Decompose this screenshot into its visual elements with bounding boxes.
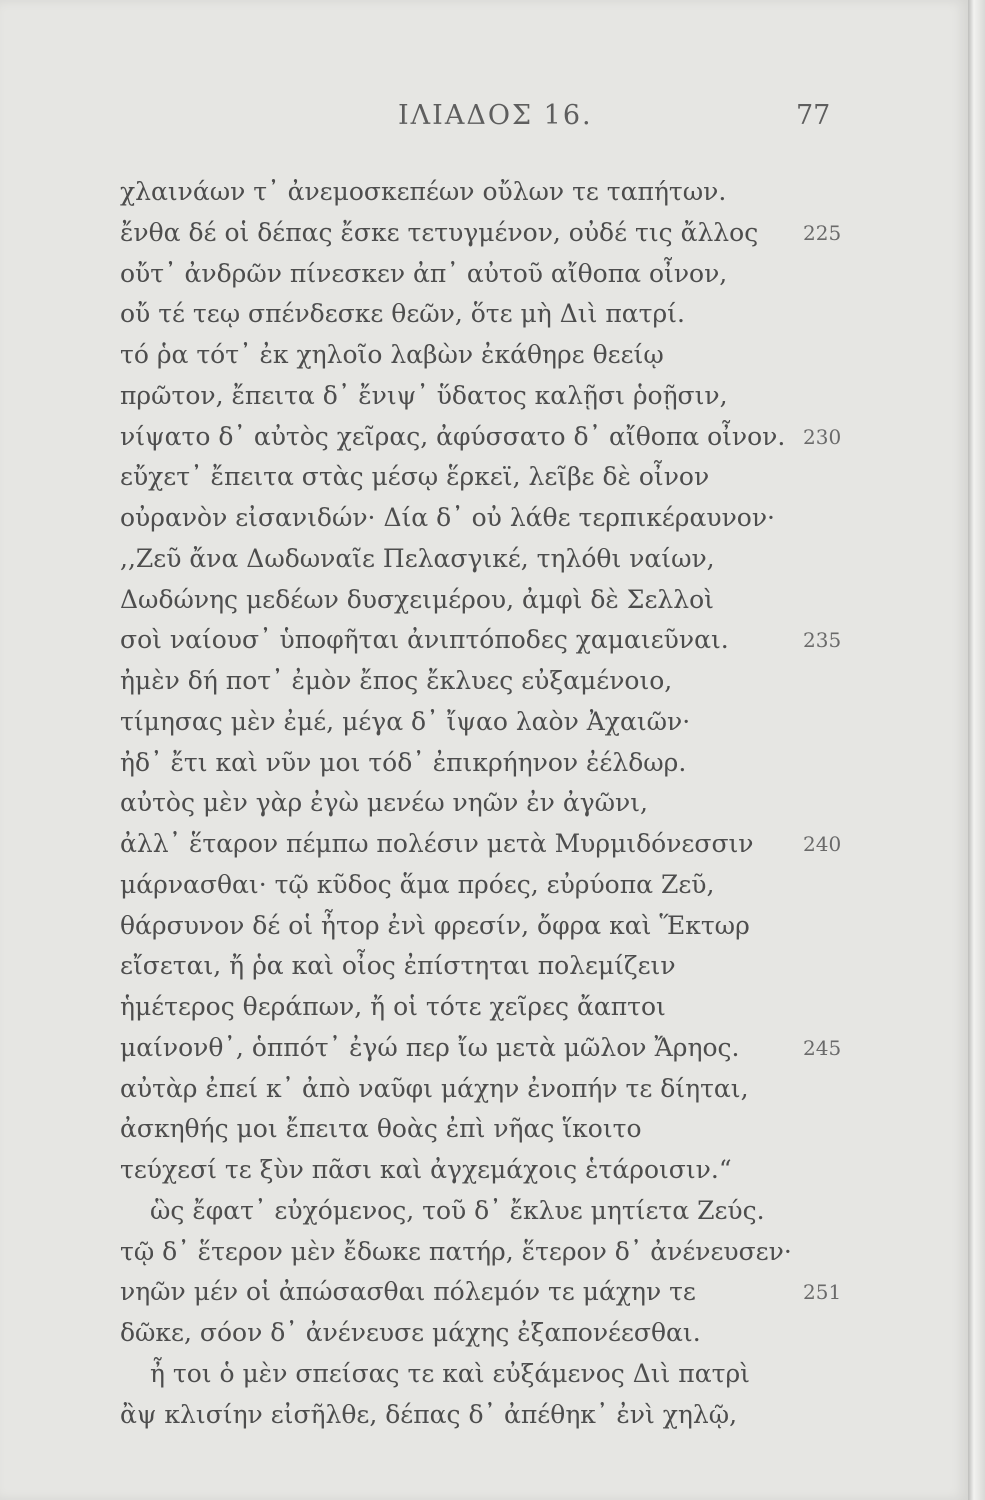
line-number: 225 (803, 220, 842, 245)
verse-line (120, 539, 860, 580)
verse-line (120, 783, 860, 824)
verse-line (120, 702, 860, 743)
verse-text: εὔχετ᾽ ἔπειτα στὰς μέσῳ ἕρκεϊ, λεῖβε δὲ οἶνον (120, 462, 710, 492)
verse-text: μαίνονθ᾽, ὁππότ᾽ ἐγώ περ ἴω μετὰ μῶλον Ἄρηος. (120, 1032, 740, 1062)
verse-text: θάρσυνον δέ οἱ ἦτορ ἐνὶ φρεσίν, ὄφρα καὶ Ἕκτωρ (120, 910, 750, 940)
verse-text: οὔ τέ τεῳ σπένδεσκε θεῶν, ὅτε μὴ Διὶ πατρί. (120, 299, 685, 329)
verse-line (120, 1272, 860, 1313)
verse-line (120, 1069, 860, 1110)
line-number: 245 (803, 1035, 842, 1060)
verse-line (120, 1109, 860, 1150)
verse-text: μάρνασθαι· τῷ κῦδος ἅμα πρόες, εὐρύοπα Ζεῦ, (120, 869, 715, 899)
verse-text: αὐτὰρ ἐπεί κ᾽ ἀπὸ ναῦφι μάχην ἐνοπήν τε δίηται, (120, 1073, 749, 1103)
line-number: 240 (803, 832, 842, 856)
line-number: 230 (803, 424, 842, 449)
verse-line (120, 1150, 860, 1191)
verse-line (120, 498, 860, 539)
verse-text: σοὶ ναίουσ᾽ ὑποφῆται ἀνιπτόποδες χαμαιεῦναι. (120, 625, 729, 655)
verse-line (120, 1232, 860, 1273)
verse-text: τῷ δ᾽ ἕτερον μὲν ἔδωκε πατήρ, ἕτερον δ᾽ ἀνένευσεν· (120, 1236, 792, 1266)
verse-line (120, 987, 860, 1028)
verse-text: ,,Ζεῦ ἄνα Δωδωναῖε Πελασγικέ, τηλόθι ναίων, (120, 543, 715, 573)
verse-text: νίψατο δ᾽ αὐτὸς χεῖρας, ἀφύσσατο δ᾽ αἴθοπα οἶνον. (120, 421, 786, 451)
verse-line (120, 213, 860, 254)
verse-text: πρῶτον, ἔπειτα δ᾽ ἔνιψ᾽ ὕδατος καλῇσι ῥοῇσιν, (120, 380, 728, 410)
verse-text: οὐρανὸν εἰσανιδών· Δία δ᾽ οὐ λάθε τερπικέραυνον· (120, 503, 775, 532)
verse-text: Δωδώνης μεδέων δυσχειμέρου, ἀμφὶ δὲ Σελλοὶ (120, 584, 714, 614)
verse-line (120, 294, 860, 335)
line-number: 251 (803, 1280, 842, 1305)
verse-line (120, 254, 860, 295)
verse-text: τό ῥα τότ᾽ ἐκ χηλοῖο λαβὼν ἐκάθηρε θεείῳ (120, 340, 664, 369)
verse-line (120, 906, 860, 947)
line-number: 235 (803, 628, 842, 653)
verse-line (120, 1028, 860, 1069)
verse-line (120, 172, 860, 213)
verse-line (120, 824, 860, 865)
verse-line (120, 1354, 860, 1395)
verse-text: εἴσεται, ἤ ῥα καὶ οἶος ἐπίστηται πολεμίζειν (120, 951, 676, 981)
running-title: ΙΛΙΑΔΟΣ 16. (398, 100, 593, 131)
verse-line (120, 417, 860, 458)
verse-line (120, 1395, 860, 1436)
verse-line (120, 376, 860, 417)
page-edge (968, 0, 985, 1500)
verse-text-block (120, 172, 860, 1435)
verse-text: χλαινάων τ᾽ ἀνεμοσκεπέων οὔλων τε ταπήτων. (120, 177, 727, 206)
verse-text: ἦ τοι ὁ μὲν σπείσας τε καὶ εὐξάμενος Διὶ πατρὶ (150, 1358, 750, 1388)
verse-text: ἀσκηθής μοι ἔπειτα θοὰς ἐπὶ νῆας ἵκοιτο (120, 1114, 642, 1144)
verse-line (120, 580, 860, 621)
verse-line (120, 865, 860, 906)
verse-text: τεύχεσί τε ξὺν πᾶσι καὶ ἀγχεμάχοις ἑτάροισιν.“ (120, 1155, 732, 1184)
verse-line (120, 620, 860, 661)
verse-line (120, 743, 860, 784)
verse-text: ἔνθα δέ οἱ δέπας ἔσκε τετυγμένον, οὐδέ τις ἄλλος (120, 217, 759, 247)
verse-line (120, 1313, 860, 1354)
verse-text: τίμησας μὲν ἐμέ, μέγα δ᾽ ἴψαο λαὸν Ἀχαιῶν· (120, 706, 691, 736)
verse-line (120, 457, 860, 498)
verse-line (120, 661, 860, 702)
verse-text: ἡμέτερος θεράπων, ἤ οἱ τότε χεῖρες ἄαπτοι (120, 992, 666, 1021)
verse-text: ἠμὲν δή ποτ᾽ ἐμὸν ἔπος ἔκλυες εὐξαμένοιο, (120, 666, 673, 695)
verse-line (120, 1191, 860, 1232)
verse-line (120, 335, 860, 376)
verse-text: ἂψ κλισίην εἰσῆλθε, δέπας δ᾽ ἀπέθηκ᾽ ἐνὶ χηλῷ, (120, 1399, 738, 1429)
page-header (0, 100, 968, 140)
verse-text: οὔτ᾽ ἀνδρῶν πίνεσκεν ἀπ᾽ αὐτοῦ αἴθοπα οἶνον, (120, 258, 728, 288)
verse-line (120, 946, 860, 987)
verse-text: αὐτὸς μὲν γὰρ ἐγὼ μενέω νηῶν ἐν ἀγῶνι, (120, 788, 648, 818)
verse-text: δῶκε, σόον δ᾽ ἀνένευσε μάχης ἐξαπονέεσθαι. (120, 1318, 701, 1347)
verse-text: ἀλλ᾽ ἕταρον πέμπω πολέσιν μετὰ Μυρμιδόνεσσιν (120, 829, 754, 858)
page-number: 77 (796, 100, 831, 131)
verse-text: νηῶν μέν οἱ ἀπώσασθαι πόλεμόν τε μάχην τε (120, 1277, 696, 1307)
verse-text: ἠδ᾽ ἔτι καὶ νῦν μοι τόδ᾽ ἐπικρήηνον ἐέλδωρ. (120, 747, 687, 777)
verse-text: ὣς ἔφατ᾽ εὐχόμενος, τοῦ δ᾽ ἔκλυε μητίετα Ζεύς. (150, 1195, 765, 1225)
